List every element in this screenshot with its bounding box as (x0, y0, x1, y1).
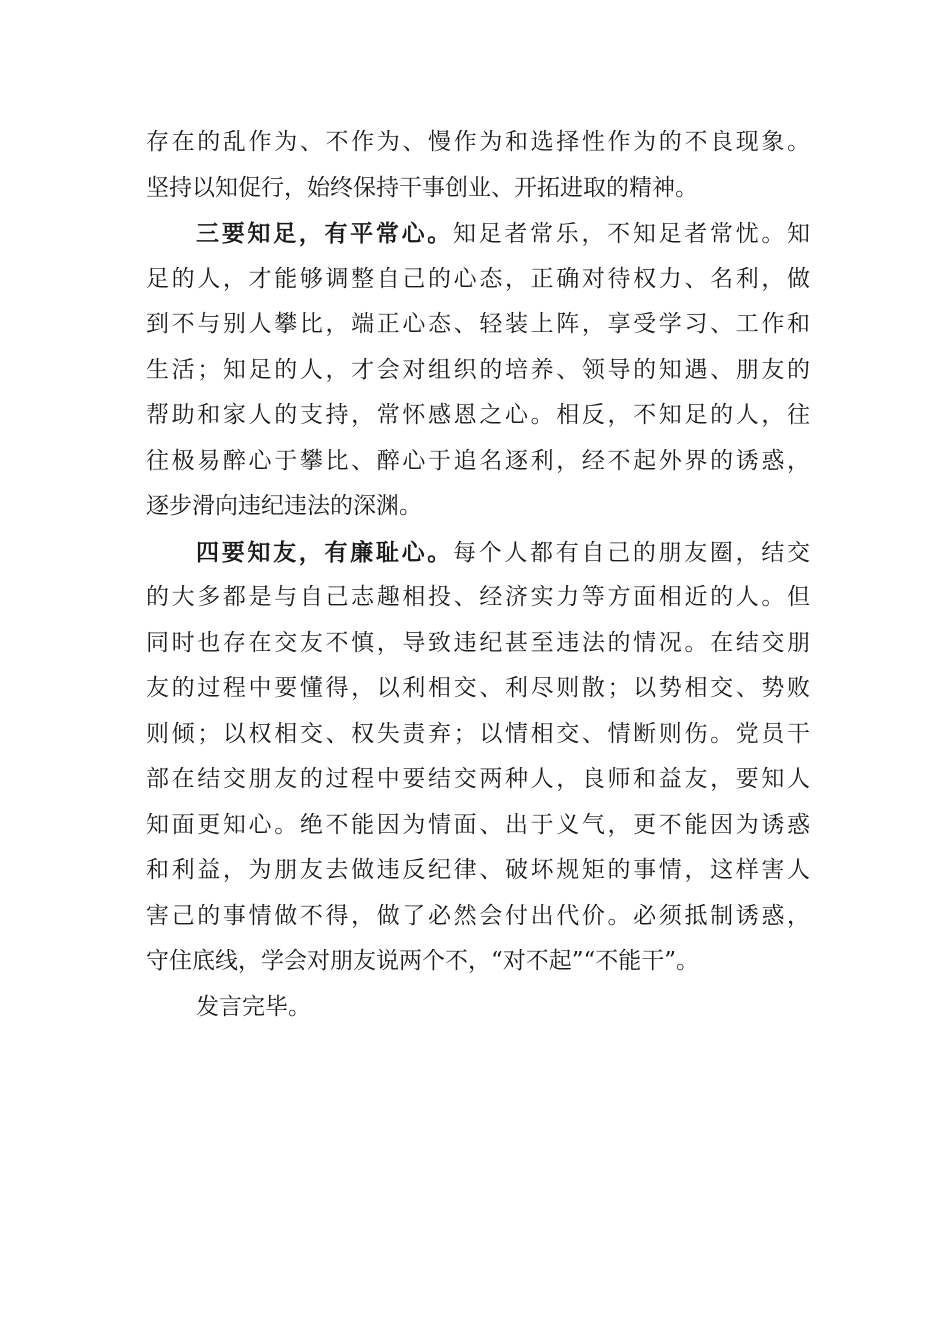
paragraph-line (146, 439, 810, 485)
line-text: 知面更知心。绝不能因为情面、出于义气，更不能因为诱惑 (146, 811, 810, 838)
paragraph-heading: 三要知足，有平常心。 (196, 220, 453, 247)
paragraph-line (146, 211, 810, 257)
line-text: 守住底线，学会对朋友说两个不，“对不起”“不能干”。 (146, 948, 700, 974)
paragraph-line (146, 393, 810, 439)
line-text: 足的人，才能够调整自己的心态，正确对待权力、名利，做 (146, 265, 810, 292)
line-text: 知足者常乐，不知足者常忧。知 (452, 221, 810, 247)
paragraph-line (146, 757, 810, 803)
paragraph-line (146, 120, 810, 166)
line-text: 则倾；以权相交、权失责弃；以情相交、情断则伤。党员干 (146, 720, 810, 747)
closing-line (146, 985, 810, 1031)
line-text: 发言完毕。 (196, 993, 311, 1020)
line-text: 存在的乱作为、不作为、慢作为和选择性作为的不良现象。 (146, 129, 810, 155)
line-text: 到不与别人攀比，端正心态、轻装上阵，享受学习、工作和 (146, 311, 810, 337)
paragraph-line (146, 575, 810, 621)
line-text: 帮助和家人的支持，常怀感恩之心。相反，不知足的人，往 (146, 402, 810, 428)
paragraph-line (146, 166, 810, 212)
paragraph-line (146, 848, 810, 894)
line-text: 往极易醉心于攀比、醉心于追名逐利，经不起外界的诱惑， (146, 447, 810, 474)
paragraph-line (146, 530, 810, 576)
line-text: 和利益，为朋友去做违反纪律、破坏规矩的事情，这样害人 (146, 857, 810, 883)
paragraph-line (146, 894, 810, 940)
paragraph-line (146, 302, 810, 348)
paragraph-line (146, 621, 810, 667)
line-text: 友的过程中要懂得，以利相交、利尽则散；以势相交、势败 (146, 675, 810, 701)
line-text: 坚持以知促行，始终保持干事创业、开拓进取的精神。 (146, 174, 698, 201)
document-body (146, 120, 810, 1030)
line-text: 同时也存在交友不慎，导致违纪甚至违法的情况。在结交朋 (146, 629, 810, 656)
paragraph-line (146, 666, 810, 712)
line-text: 部在结交朋友的过程中要结交两种人，良师和益友，要知人 (146, 766, 810, 792)
paragraph-line (146, 484, 810, 530)
paragraph-line (146, 712, 810, 758)
paragraph-heading: 四要知友，有廉耻心。 (196, 538, 453, 566)
paragraph-line (146, 348, 810, 394)
paragraph-line (146, 257, 810, 303)
line-text: 生活；知足的人，才会对组织的培养、领导的知遇、朋友的 (146, 356, 810, 383)
line-text: 害己的事情做不得，做了必然会付出代价。必须抵制诱惑， (146, 902, 810, 929)
line-text: 每个人都有自己的朋友圈，结交 (452, 539, 810, 566)
paragraph-line (146, 939, 810, 985)
line-text: 逐步滑向违纪违法的深渊。 (146, 493, 422, 519)
paragraph-line (146, 803, 810, 849)
line-text: 的大多都是与自己志趣相投、经济实力等方面相近的人。但 (146, 584, 810, 610)
